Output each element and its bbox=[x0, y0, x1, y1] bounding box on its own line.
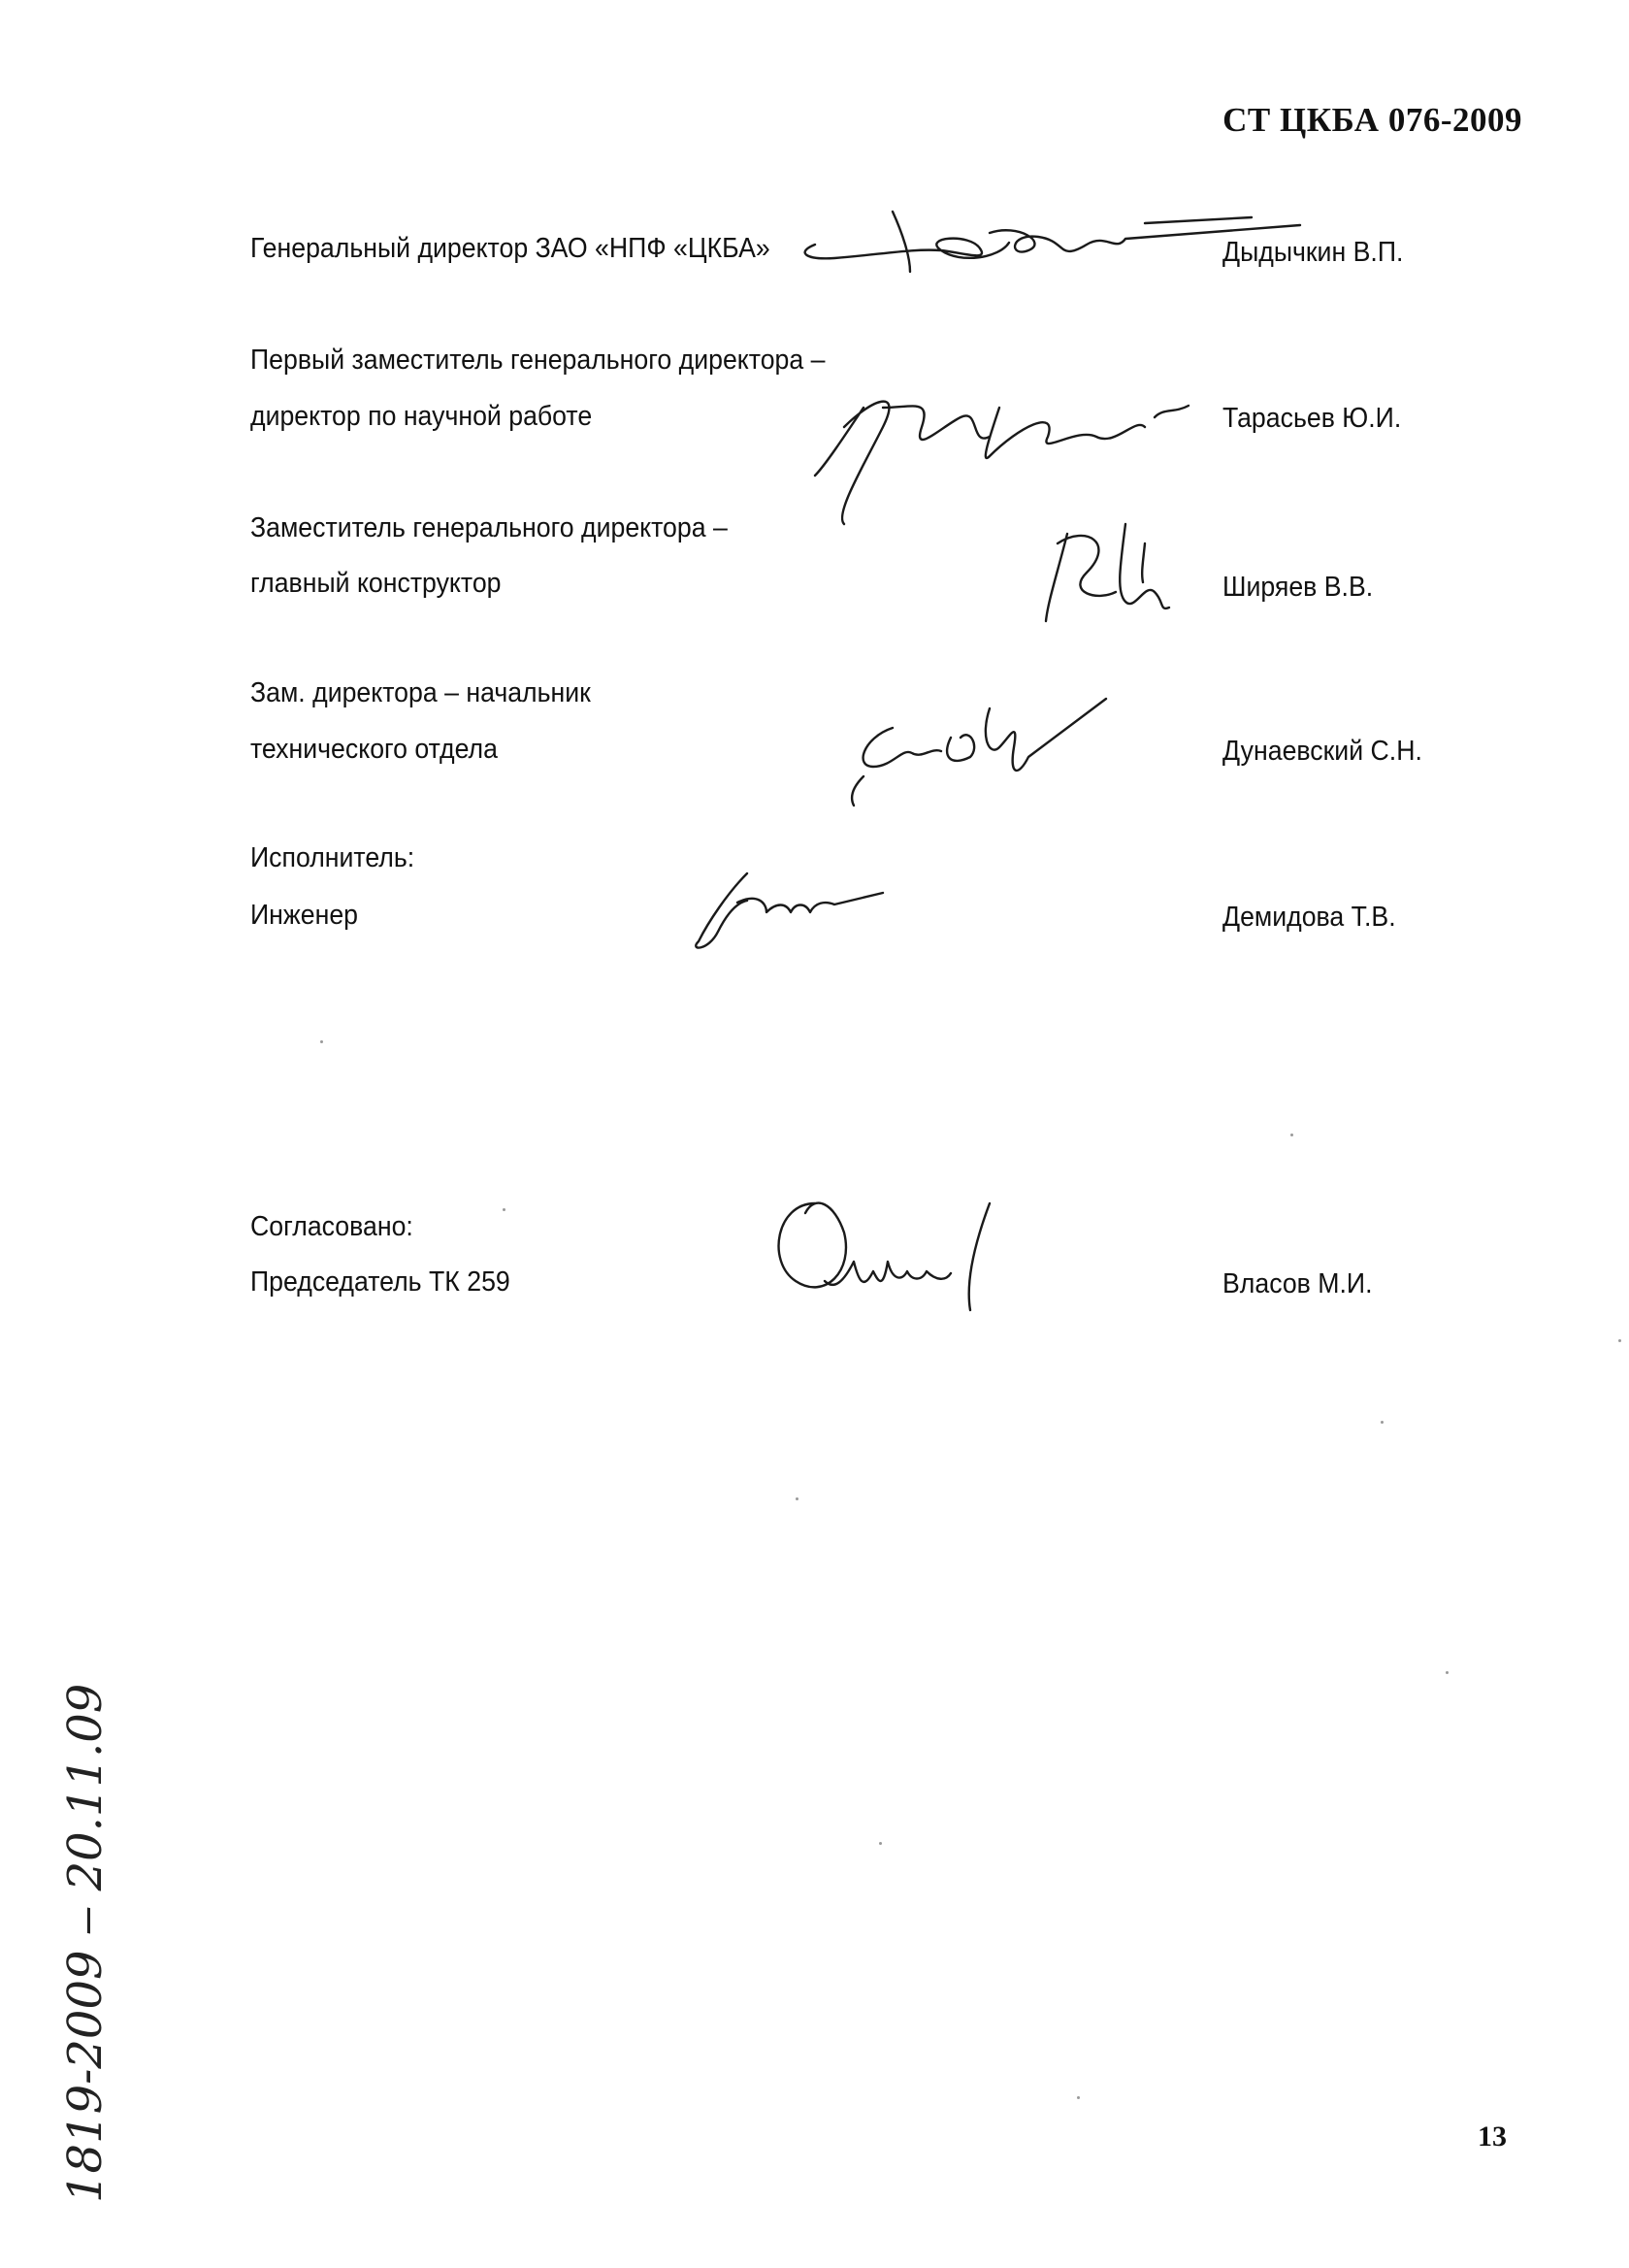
signatory-2-position-line-1: Первый заместитель генерального директора – bbox=[250, 345, 826, 376]
signatory-2-name: Тарасьев Ю.И. bbox=[1222, 403, 1402, 434]
signature-1 bbox=[796, 194, 1319, 281]
signatory-4-name: Дунаевский С.Н. bbox=[1222, 736, 1422, 767]
scan-speck bbox=[796, 1497, 798, 1500]
signatory-5-name: Демидова Т.В. bbox=[1222, 902, 1396, 933]
signature-3 bbox=[1028, 505, 1184, 631]
signature-approval bbox=[766, 1184, 1058, 1330]
signatory-1-position: Генеральный директор ЗАО «НПФ «ЦКБА» bbox=[250, 233, 770, 264]
scan-speck bbox=[320, 1040, 323, 1043]
scan-speck bbox=[879, 1842, 882, 1845]
scan-speck bbox=[1290, 1134, 1293, 1136]
approval-name: Власов М.И. bbox=[1222, 1268, 1373, 1299]
scan-speck bbox=[1446, 1671, 1449, 1674]
signature-4 bbox=[825, 679, 1116, 815]
approval-position: Председатель ТК 259 bbox=[250, 1266, 510, 1298]
handwritten-margin-note: 1819-2009 ‒ 20.11.09 bbox=[58, 1683, 113, 2203]
signatory-3-name: Ширяев В.В. bbox=[1222, 572, 1374, 603]
document-code: СТ ЦКБА 076-2009 bbox=[1222, 101, 1522, 139]
scan-speck bbox=[503, 1208, 505, 1211]
scan-speck bbox=[1618, 1339, 1621, 1342]
signatory-2-position-line-2: директор по научной работе bbox=[250, 401, 593, 432]
scan-speck bbox=[1077, 2096, 1080, 2099]
page-number: 13 bbox=[1478, 2120, 1507, 2153]
approval-label: Согласовано: bbox=[250, 1211, 413, 1242]
signatory-4-position-line-1: Зам. директора – начальник bbox=[250, 677, 591, 708]
signatory-5-position-line-1: Исполнитель: bbox=[250, 842, 415, 873]
signatory-3-position-line-1: Заместитель генерального директора – bbox=[250, 512, 728, 543]
signature-5 bbox=[679, 854, 893, 961]
signatory-3-position-line-2: главный конструктор bbox=[250, 568, 502, 599]
signatory-5-position-line-2: Инженер bbox=[250, 900, 359, 931]
scan-speck bbox=[1381, 1421, 1384, 1424]
signatory-4-position-line-2: технического отдела bbox=[250, 734, 498, 765]
signatory-1-name: Дыдычкин В.П. bbox=[1222, 237, 1404, 268]
